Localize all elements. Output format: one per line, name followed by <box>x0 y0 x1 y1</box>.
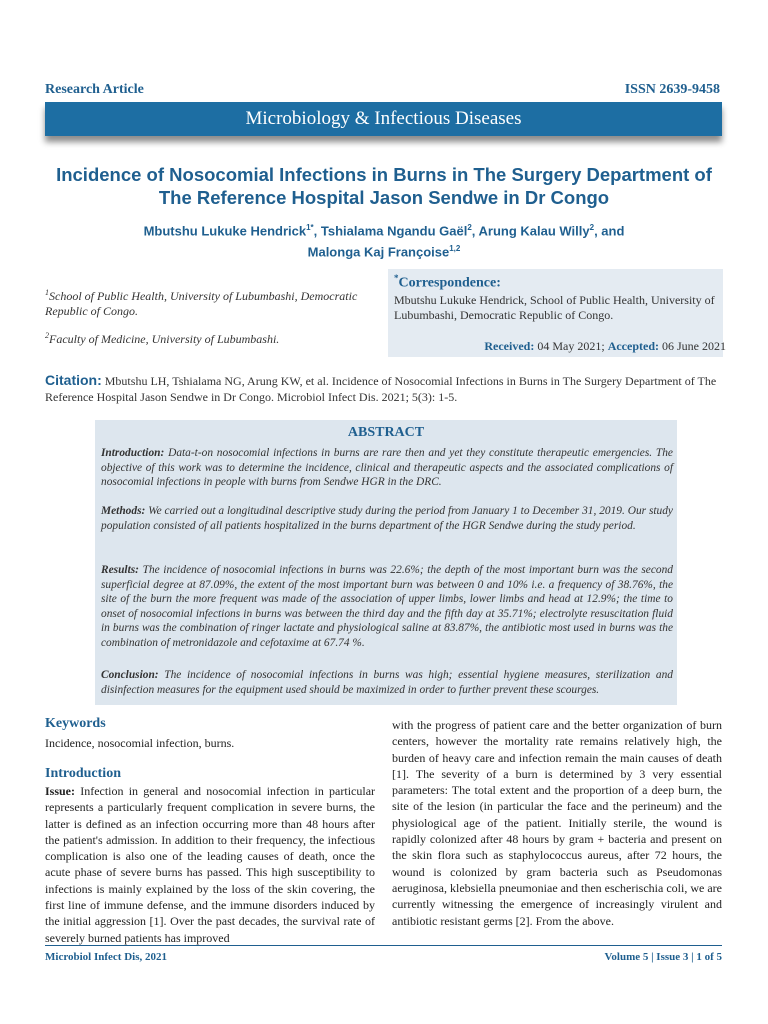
author-name: Mbutshu Lukuke Hendrick <box>143 223 307 239</box>
author-conjunction: , and <box>594 223 625 239</box>
introduction-right-column: with the progress of patient care and the better organization of burn centers, however the mortality rate remains relatively high, the burden of heavy care and infection remain the main causes of death [1]. The severity of a burn is determined by 3 very essential parameters: The total extent and the proportion of a deep burn, the site of the lesion (in particular the face and the perineum) and the physiological age of the patient. Initially sterile, the wound is rapidly colonized after 48 hours by gram + bacteria and present on the skin flora such as staphylococcus aureus, after 72 hours, the wound is colonized by gram bacteria such as Pseudomonas aeruginosa, klebsiella pneumoniae and then escherischia coli, we are currently witnessing the emergence of increasingly virulent and antibiotic resistant germs [2]. From the above. <box>392 718 722 928</box>
issn: ISSN 2639-9458 <box>624 82 720 97</box>
author-sup: 1* <box>306 223 314 232</box>
authors <box>60 219 708 262</box>
author-sup: 2 <box>589 223 595 232</box>
article-type: Research Article <box>45 82 144 97</box>
footer-divider <box>45 945 722 946</box>
dates <box>484 339 726 354</box>
abstract-intro-label: Introduction: <box>101 447 165 459</box>
correspondence-sup: * <box>394 273 399 283</box>
introduction-heading: Introduction <box>45 766 121 781</box>
author-name: Malonga Kaj Françoise <box>307 244 450 260</box>
affiliation-text: School of Public Health, University of Lubumbashi, Democratic Republic of Congo. <box>45 289 358 318</box>
received-label: Received: <box>484 339 535 353</box>
issue-label: Issue: <box>45 784 76 798</box>
affiliation-sup: 1 <box>45 288 49 297</box>
header-row <box>45 82 720 100</box>
footer-journal: Microbiol Infect Dis, 2021 <box>45 951 168 963</box>
affiliation-2 <box>45 328 380 347</box>
abstract-results-text: The incidence of nosocomial infections in burns was 22.6%; the depth of the most important burn was the second superficial degree at 87.09%, the extent of the most important burn was between 0 and 10% i.e. a frequency of 38.76%, the site of the burn the more frequent was made of the association of upper limbs, lower limbs and head at 12.9%; the time to onset of nosocomial infections in burns was between the third day and the fifth day at 35.71%; electrolyte resuscitation fluid in burns was the combination of ringer lactate and physiological saline at 83.87%, the antibiotic most used in burns was the combination of metronidazole and cefotaxime at 67.74 %. <box>101 564 673 649</box>
abstract-heading: ABSTRACT <box>347 425 425 440</box>
author-sup: 2 <box>467 223 472 232</box>
abstract-introduction <box>101 446 673 490</box>
author-sup: 1,2 <box>449 244 461 254</box>
citation-text: Mbutshu LH, Tshialama NG, Arung KW, et al. Incidence of Nosocomial Infections in Burns in The Surgery Department of The Reference Hospital Jason Sendwe in Dr Congo. Microbiol Infect Dis. 2021; 5(3): 1-5. <box>45 374 717 404</box>
correspondence-body: Mbutshu Lukuke Hendrick, School of Public Health, University of Lubumbashi, Democratic Republic of Congo. <box>394 293 715 322</box>
keywords-heading: Keywords <box>45 716 106 731</box>
abstract-results <box>101 563 673 650</box>
citation <box>45 372 723 405</box>
keywords-text: Incidence, nosocomial infection, burns. <box>45 736 235 750</box>
accepted-label: Accepted: <box>607 339 659 353</box>
author-name: , Tshialama Ngandu Gaël <box>313 223 468 239</box>
citation-label: Citation: <box>45 372 102 388</box>
affiliation-sup: 2 <box>45 331 49 340</box>
abstract-results-label: Results: <box>101 564 139 576</box>
accepted-date: 06 June 2021 <box>662 339 726 353</box>
abstract-methods-text: We carried out a longitudinal descriptive study during the period from January 1 to December 31, 2019. Our study population consisted of all patients hospitalized in the burns department of the HGR Sendwe during the study period. <box>101 505 673 532</box>
abstract-methods-label: Methods: <box>101 505 146 517</box>
introduction-left-text: Infection in general and nosocomial infection in particular represents a particularly frequent complication in severe burns, the latter is defined as an infection occurring more than 48 hours after the patient's admission. In addition to their frequency, the infectious complication is also one of the leading causes of death, once the acute phase of severe burns has passed. This high susceptibility to infections is mainly explained by the loss of the skin covering, the first line of immune defense, and the immune disorders induced by the initial aggression [1]. Over the past decades, the survival rate of severely burned patients has improved <box>45 784 376 945</box>
paper-title: Incidence of Nosocomial Infections in Burns in The Surgery Department of The Reference Hospital Jason Sendwe in Dr Congo <box>56 164 712 208</box>
affiliation-text: Faculty of Medicine, University of Lubumbashi. <box>49 332 280 346</box>
journal-banner: Microbiology & Infectious Diseases <box>45 102 722 136</box>
abstract-conclusion-text: The incidence of nosocomial infections in burns was high; essential hygiene measures, sterilization and disinfection measures for the equipment used should be maximized in order to further prevent these scourges. <box>101 669 673 696</box>
correspondence-heading <box>394 273 501 292</box>
footer-volume: Volume 5 | Issue 3 | 1 of 5 <box>604 951 722 963</box>
introduction-left-column <box>45 783 375 946</box>
affiliation-1 <box>45 285 380 319</box>
received-date: 04 May 2021; <box>537 339 605 353</box>
author-name: , Arung Kalau Willy <box>471 223 590 239</box>
correspondence-label: Correspondence: <box>398 275 501 291</box>
abstract-methods <box>101 504 673 533</box>
abstract-conclusion-label: Conclusion: <box>101 669 159 681</box>
abstract-conclusion <box>101 668 673 697</box>
abstract-intro-text: Data-t-on nosocomial infections in burns are rare then and yet they constitute therapeutic emergencies. The objective of this work was to determine the incidence, clinical and therapeutic aspects and the associated complications of nosocomial infections in people with burns from Sendwe HGR in the DRC. <box>101 447 673 488</box>
